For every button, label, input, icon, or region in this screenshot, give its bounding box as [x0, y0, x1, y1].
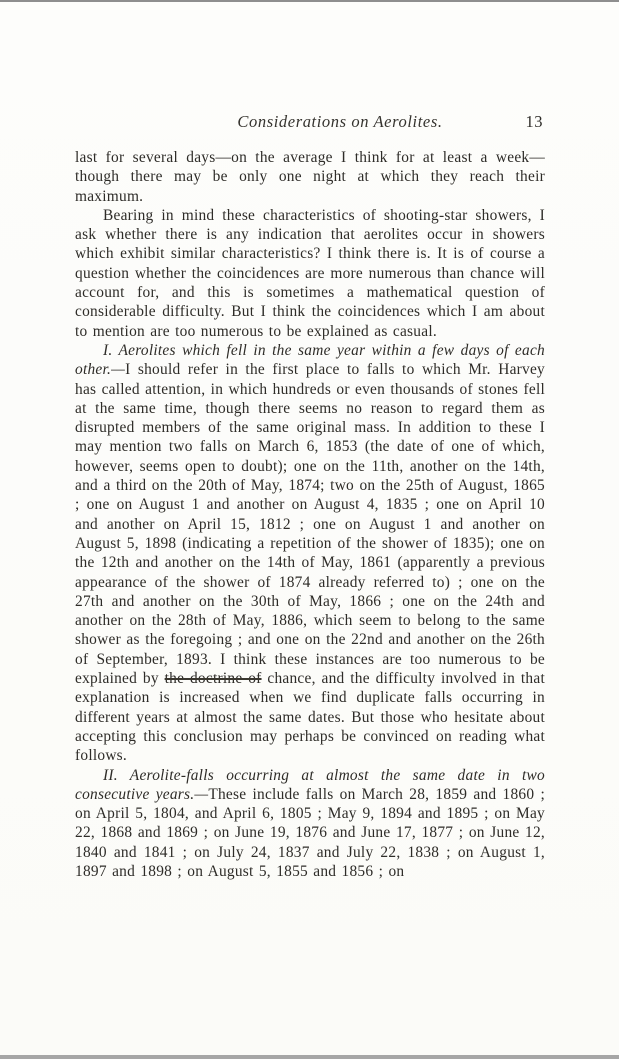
text-segment: last for several days—on the average I think for at least a week—though there may be only one night at which they reach their maximum.	[75, 149, 545, 205]
struck-out-text: the doctrine of	[164, 670, 262, 688]
page-number: 13	[525, 112, 543, 131]
text-segment: Bearing in mind these characteristics of shooting-star showers, I ask whether there is any indication that aerolites occur in showers which exhibit similar characteristics? I think there is. It is of course a question whether the coincidences are more numerous than chance will account for, and this is sometimes a mathematical question of considerable difficulty. But I think the coincidences which I am about to mention are too numerous to be explained as casual.	[75, 206, 545, 340]
text-segment: I should refer in the first place to falls to which Mr. Harvey has called attention, in which hundreds or even thousands of stones fell at the same time, though there seems no reason to regard them as disrupted members of the same original mass. In addition to these I may mention two falls on March 6, 1853 (the date of one of which, however, seems open to doubt); one on the 11th, another on the 14th, and a third on the 20th of May, 1874; two on the 25th of August, 1865 ; one on August 1 and another on August 4, 1835 ; one on April 10 and another on April 15, 1812 ; one on August 1 and another on August 5, 1898 (indicating a repetition of the shower of 1835); one on the 12th and another on the 14th of May, 1861 (apparently a previous appearance of the shower of 1874 already referred to) ; one on the 27th and another on the 30th of May, 1866 ; one on the 24th and another on the 28th of May, 1886, which seem to belong to the same shower as the foregoing ; and one on the 22nd and another on the 26th of September, 1893. I think these instances are too numerous to be explained by	[75, 361, 545, 688]
section-two-heading: II. Aerolite-falls occurring at almost the same date in two consecutive years.—	[75, 766, 545, 803]
page-body	[75, 148, 545, 881]
text-segment: These include falls on March 28, 1859 and 1860 ; on April 5, 1804, and April 6, 1805 ; May 9, 1894 and 1895 ; on May 22, 1868 and 1869 ; on June 19, 1876 and June 17, 1877 ; on June 12, 1840 and 1841 ; on July 24, 1837 and July 22, 1838 ; on August 1, 1897 and 1898 ; on August 5, 1855 and 1856 ; on	[75, 785, 545, 880]
paragraph-section-one	[75, 341, 545, 766]
paragraph-shooting-stars	[75, 206, 545, 341]
text-segment: chance, and the difficulty involved in that explanation is increased when we find duplicate falls occurring in different years at almost the same dates. But those who hesitate about accepting this conclusion may perhaps be convinced on reading what follows.	[75, 670, 545, 765]
scan-edge-top	[0, 0, 619, 2]
paragraph-section-two	[75, 766, 545, 882]
scan-edge-bottom	[0, 1055, 619, 1059]
section-one-heading: I. Aerolites which fell in the same year within a few days of each other.—	[75, 341, 545, 379]
paragraph-continuation	[75, 148, 545, 206]
running-title: Considerations on Aerolites.	[237, 112, 443, 131]
page-header	[75, 112, 545, 136]
